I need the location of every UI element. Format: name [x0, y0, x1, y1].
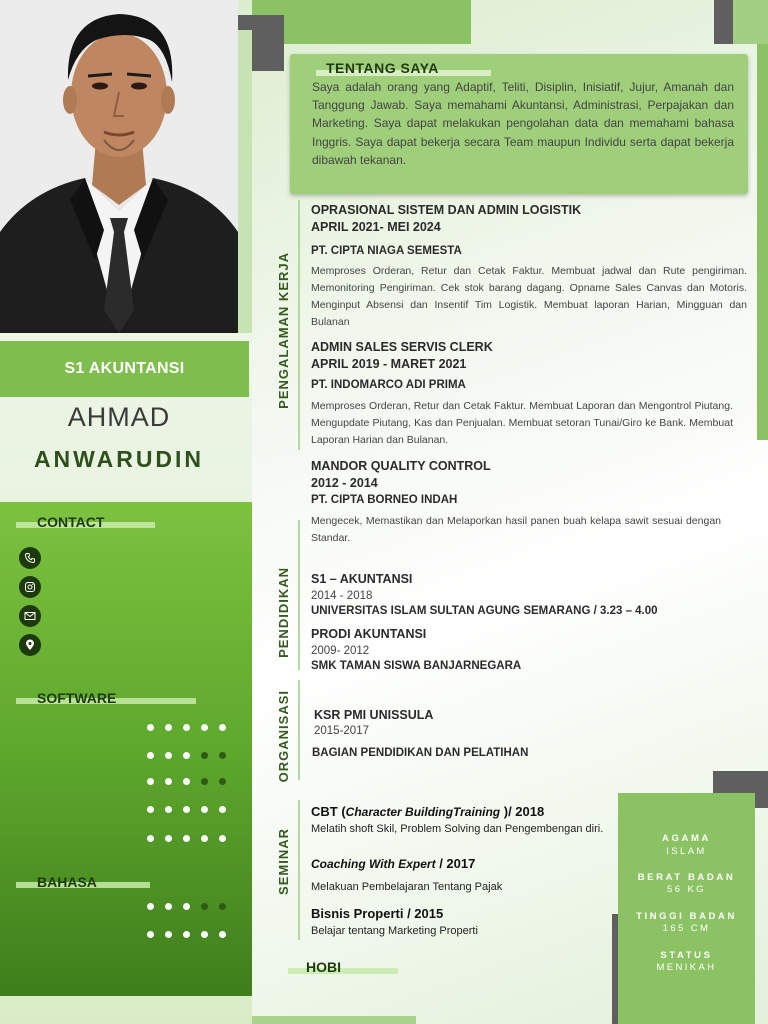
- job-1-company: PT. CIPTA NIAGA SEMESTA: [311, 245, 462, 257]
- rating-dot: [165, 806, 172, 813]
- seminar-1-title-c: )/ 2018: [500, 804, 545, 819]
- software-rating-1: [147, 724, 226, 731]
- rating-dot: [147, 724, 154, 731]
- rating-dot-empty: [201, 903, 208, 910]
- rating-dot-empty: [201, 752, 208, 759]
- rating-dot-empty: [219, 903, 226, 910]
- rating-dot: [183, 903, 190, 910]
- tinggi-badan-label: TINGGI BADAN: [636, 911, 737, 922]
- rating-dot: [183, 752, 190, 759]
- hobi-title: HOBI: [306, 959, 341, 975]
- software-rating-4: [147, 806, 226, 813]
- rating-dot: [183, 724, 190, 731]
- rating-dot: [147, 806, 154, 813]
- job-2-period: APRIL 2019 - MARET 2021: [311, 357, 467, 371]
- seminar-1-title-b: Character BuildingTraining: [345, 805, 501, 819]
- agama-label: AGAMA: [662, 833, 711, 844]
- seminar-2-description: Melakuan Pembelajaran Tentang Pajak: [311, 881, 503, 893]
- bahasa-rating-1: [147, 903, 226, 910]
- rating-dot: [201, 806, 208, 813]
- rating-dot: [201, 835, 208, 842]
- rating-dot-empty: [219, 778, 226, 785]
- rating-dot: [147, 778, 154, 785]
- seminar-1-title: [311, 804, 544, 819]
- rating-dot: [183, 835, 190, 842]
- education-2-school: SMK TAMAN SISWA BANJARNEGARA: [311, 660, 522, 672]
- contact-title: CONTACT: [37, 514, 105, 530]
- software-rating-5: [147, 835, 226, 842]
- education-1-school: UNIVERSITAS ISLAM SULTAN AGUNG SEMARANG / 3.23 – 4.00: [311, 605, 658, 617]
- education-2-title: PRODI AKUNTANSI: [311, 627, 427, 641]
- degree-banner: [0, 341, 249, 397]
- seminar-2-title: [311, 856, 475, 871]
- rating-dot: [219, 806, 226, 813]
- seminar-1-description: Melatih shoft Skil, Problem Solving dan Pengembengan diri.: [311, 823, 604, 835]
- seminar-3-description: Belajar tentang Marketing Properti: [311, 925, 478, 937]
- organization-name: KSR PMI UNISSULA: [314, 708, 434, 722]
- experience-label: PENGALAMAN KERJA: [276, 252, 291, 409]
- bahasa-title: BAHASA: [37, 874, 97, 890]
- hobi-title-underline: [288, 968, 398, 974]
- rating-dot: [201, 931, 208, 938]
- rating-dot: [165, 752, 172, 759]
- job-2-company: PT. INDOMARCO ADI PRIMA: [311, 379, 466, 391]
- experience-divider: [298, 200, 300, 450]
- education-label: PENDIDIKAN: [276, 567, 291, 658]
- first-name: AHMAD: [67, 402, 171, 432]
- rating-dot-empty: [219, 752, 226, 759]
- rating-dot: [165, 835, 172, 842]
- software-title: SOFTWARE: [37, 690, 117, 706]
- software-rating-2: [147, 752, 226, 759]
- phone-icon[interactable]: [19, 547, 41, 569]
- job-2-title: ADMIN SALES SERVIS CLERK: [311, 340, 493, 354]
- job-1-title: OPRASIONAL SISTEM DAN ADMIN LOGISTIK: [311, 203, 582, 217]
- about-text: Saya adalah orang yang Adaptif, Teliti, Disiplin, Inisiatif, Jujur, Amanah dan Tanggung Jawab. Saya memahami Akuntansi, Administrasi, Perpajakan dan Marketing. Saya dapat melakukan pengolahan data dan memahami bahasa Inggris. Saya dapat bekerja secara Team maupun Individu serta dapat bekerja dibawah tekanan.: [312, 80, 734, 167]
- seminar-1-title-a: CBT (: [311, 804, 346, 819]
- job-3-company: PT. CIPTA BORNEO INDAH: [311, 494, 458, 506]
- rating-dot: [165, 903, 172, 910]
- rating-dot: [147, 752, 154, 759]
- organization-years: 2015-2017: [314, 725, 369, 737]
- location-icon[interactable]: [19, 634, 41, 656]
- organization-label: ORGANISASI: [276, 690, 291, 783]
- agama-value: ISLAM: [666, 846, 707, 857]
- personal-info-box: [618, 793, 755, 1024]
- education-1-title: S1 – AKUNTANSI: [311, 572, 413, 586]
- tinggi-badan-value: 165 CM: [662, 923, 711, 934]
- rating-dot: [165, 931, 172, 938]
- profile-photo: [0, 0, 238, 333]
- decor-stripe-right: [757, 44, 768, 440]
- instagram-icon[interactable]: [19, 576, 41, 598]
- rating-dot: [165, 778, 172, 785]
- organization-divider: [298, 680, 300, 780]
- rating-dot-empty: [201, 778, 208, 785]
- education-1-years: 2014 - 2018: [311, 590, 373, 602]
- rating-dot: [165, 724, 172, 731]
- rating-dot: [201, 724, 208, 731]
- seminar-label: SEMINAR: [276, 828, 291, 895]
- software-rating-3: [147, 778, 226, 785]
- decor-block-top: [252, 0, 471, 44]
- seminar-2-title-b: Coaching With Expert: [311, 857, 436, 871]
- rating-dot: [183, 931, 190, 938]
- rating-dot: [219, 931, 226, 938]
- degree-text: S1 AKUNTANSI: [64, 360, 185, 377]
- rating-dot: [147, 903, 154, 910]
- status-label: STATUS: [660, 950, 713, 961]
- left-green-panel: [0, 502, 252, 996]
- status-value: MENIKAH: [656, 962, 717, 973]
- job-3-title: MANDOR QUALITY CONTROL: [311, 459, 491, 473]
- job-1-description: Memproses Orderan, Retur dan Cetak Faktur. Membuat jadwal dan Rute pengiriman. Memonitoring Pengiriman. Cek stok barang dagang. Opname Sales Canvas dan Motoris. Menginput Absensi dan Insentif Tim Logistik. Membuat laporan Harian, Mingguan dan Bulanan: [311, 265, 747, 328]
- job-2-description: Memproses Orderan, Retur dan Cetak Faktur. Membuat Laporan dan Mengontrol Piutang. Mengupdate Piutang, Kas dan Penjualan. Membuat setoran Tunai/Giro ke Bank. Membuat Laporan Harian dan Bulanan.: [311, 400, 733, 446]
- job-1-period: APRIL 2021- MEI 2024: [311, 220, 441, 234]
- berat-badan-label: BERAT BADAN: [637, 872, 736, 883]
- last-name: ANWARUDIN: [33, 446, 205, 472]
- email-icon[interactable]: [19, 605, 41, 627]
- rating-dot: [183, 806, 190, 813]
- about-title: TENTANG SAYA: [326, 60, 439, 76]
- rating-dot: [219, 835, 226, 842]
- seminar-2-title-c: / 2017: [435, 856, 476, 871]
- seminar-3-title: Bisnis Properti / 2015: [311, 906, 444, 921]
- education-divider: [298, 520, 300, 670]
- rating-dot: [219, 724, 226, 731]
- education-2-years: 2009- 2012: [311, 645, 370, 657]
- job-3-period: 2012 - 2014: [311, 476, 378, 490]
- rating-dot: [183, 778, 190, 785]
- rating-dot: [147, 931, 154, 938]
- decor-block-mid-left: [238, 30, 252, 333]
- seminar-divider: [298, 800, 300, 940]
- decor-block-top-right-light: [733, 0, 768, 44]
- berat-badan-value: 56 KG: [667, 884, 706, 895]
- bahasa-rating-2: [147, 931, 226, 938]
- rating-dot: [147, 835, 154, 842]
- organization-role: BAGIAN PENDIDIKAN DAN PELATIHAN: [312, 747, 529, 759]
- job-3-description: Mengecek, Memastikan dan Melaporkan hasil panen buah kelapa sawit sesuai dengan Standar.: [311, 515, 721, 544]
